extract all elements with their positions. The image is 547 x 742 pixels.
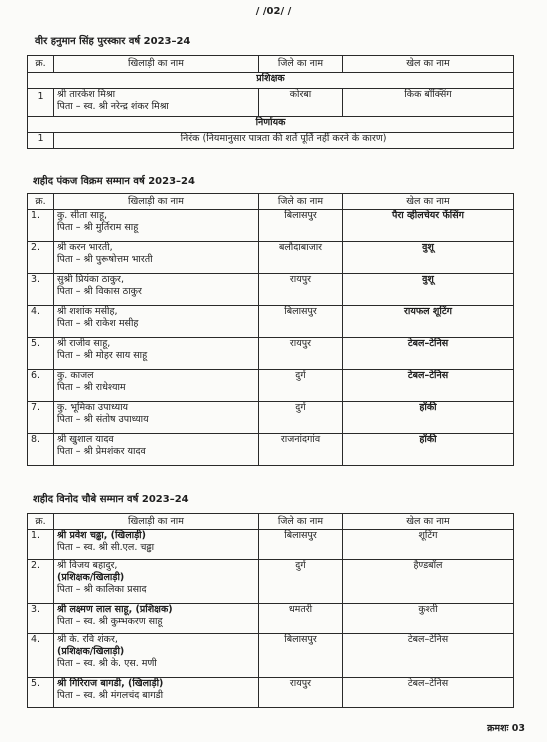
player-father: पिता – श्री विकास ठाकुर [57,286,142,297]
page-number: / /02/ / [255,6,292,17]
header-district: जिले का नाम [259,194,343,210]
sport-cell: पैरा व्हीलचेयर फेंसिंग [343,210,514,242]
player-cell [54,434,259,466]
player-cell [54,242,259,274]
sport-cell: वुशू [343,242,514,274]
district-cell: रायपुर [259,338,343,370]
sport-cell: हॉकी [343,402,514,434]
player-name: कु. काजल [57,370,94,381]
subheading-coach: प्रशिक्षक [28,73,514,89]
table-row [28,89,514,117]
row-serial: 8. [28,434,54,466]
player-cell [54,89,259,117]
player-name: श्री विजय बहादुर, [57,560,118,571]
player-father: पिता – श्री संतोष उपाध्याय [57,414,149,425]
player-father: पिता – श्री प्रेमशंकर यादव [57,446,146,457]
player-father: पिता – स्व. श्री के. एस. मणी [57,658,157,669]
row-serial: 7. [28,402,54,434]
row-serial: 2. [28,242,54,274]
section-title-vinod-choubey-award: शहीद विनोद चौबे सम्मान वर्ष 2023–24 [33,494,189,505]
player-cell [54,402,259,434]
player-cell [54,370,259,402]
table-row [28,274,514,306]
table-row [28,434,514,466]
player-father: पिता – स्व. श्री नरेन्द्र शंकर मिश्रा [57,101,169,112]
district-cell: रायपुर [259,274,343,306]
sport-cell: टेबल–टेनिस [343,370,514,402]
player-father: पिता – श्री पुरूषोत्तम भारती [57,254,153,265]
row-serial: 3. [28,274,54,306]
player-cell [54,604,259,634]
table-header-row [28,514,514,530]
sport-cell: वुशू [343,274,514,306]
player-name: श्री प्रवेश चढ्ढा, (खिलाड़ी) [57,530,146,541]
player-name: श्री लक्ष्मण लाल साहू, (प्रशिक्षक) [57,604,173,615]
table-header-row [28,56,514,73]
section-title-hanuman-singh-award: वीर हनुमान सिंह पुरस्कार वर्ष 2023–24 [35,36,191,47]
sport-cell: हॉकी [343,434,514,466]
vinod-choubey-award-table [27,513,514,708]
table-row [28,604,514,634]
table-row [28,133,514,149]
header-sport: खेल का नाम [343,194,514,210]
district-cell: बिलासपुर [259,634,343,678]
player-name: कु. सीता साहू, [57,210,108,221]
header-serial: क्र. [28,56,54,73]
district-cell: दुर्ग [259,370,343,402]
district-cell: दुर्ग [259,402,343,434]
player-cell [54,634,259,678]
player-name: श्री के. रवि शंकर, [57,634,118,645]
header-player-name: खिलाड़ी का नाम [54,194,259,210]
pankaj-vikram-award-table [27,193,514,466]
player-name: श्री खुशाल यादव [57,434,114,445]
sport-cell: रायफल शूटिंग [343,306,514,338]
subheading-row [28,73,514,89]
header-serial: क्र. [28,194,54,210]
table-row [28,560,514,604]
nil-note: निरंक (नियमानुसार पात्रता की शर्ते पूर्ति नहीं करने के कारण) [54,133,514,149]
row-serial: 1. [28,530,54,560]
row-serial: 1. [28,210,54,242]
district-cell: बलौदाबाजार [259,242,343,274]
header-serial: क्र. [28,514,54,530]
player-cell [54,530,259,560]
player-father: पिता – श्री राकेश मसीह [57,318,139,329]
row-serial: 4. [28,634,54,678]
player-father: पिता – श्री राधेश्याम [57,382,126,393]
player-name: श्री राजीव साहू, [57,338,111,349]
sport-cell: टेबल–टेनिस [343,678,514,708]
player-name: श्री तारकेश मिश्रा [57,89,116,100]
continued-note: क्रमशः 03 [487,723,525,734]
player-name: श्री गिरिराज बागडी, (खिलाड़ी) [57,678,164,689]
player-cell [54,306,259,338]
sport-cell: किक बॉक्सिंग [343,89,514,117]
table-row [28,210,514,242]
player-cell [54,210,259,242]
row-serial: 6. [28,370,54,402]
player-father: पिता – श्री मुर्तिराम साहू [57,222,139,233]
player-father: पिता – श्री कालिका प्रसाद [57,584,147,595]
district-cell: रायपुर [259,678,343,708]
sport-cell: कुश्ती [343,604,514,634]
player-cell [54,678,259,708]
table-row [28,634,514,678]
district-cell: राजनांदगांव [259,434,343,466]
player-name: सुश्री प्रियंका ठाकुर, [57,274,124,285]
player-father: पिता – स्व. श्री कुम्भकरण साहू [57,616,163,627]
player-father: पिता – स्व. श्री सी.एल. चढ्ढा [57,542,155,553]
row-serial: 5. [28,678,54,708]
district-cell: कोरबा [259,89,343,117]
sport-cell: हैण्डबॉल [343,560,514,604]
player-cell [54,560,259,604]
sport-cell: टेबल–टेनिस [343,634,514,678]
sport-cell: शूटिंग [343,530,514,560]
player-cell [54,338,259,370]
table-row [28,370,514,402]
header-player-name: खिलाड़ी का नाम [54,514,259,530]
table-row [28,530,514,560]
player-name: श्री शशांक मसीह, [57,306,118,317]
district-cell: बिलासपुर [259,306,343,338]
player-name: श्री करन भारती, [57,242,113,253]
district-cell: दुर्ग [259,560,343,604]
header-district: जिले का नाम [259,56,343,73]
row-serial: 3. [28,604,54,634]
player-cell [54,274,259,306]
subheading-judge: निर्णायक [28,117,514,133]
row-serial: 1 [28,133,54,149]
player-father: पिता – श्री मोहर साय साहू [57,350,148,361]
table-row [28,338,514,370]
header-sport: खेल का नाम [343,514,514,530]
row-serial: 5. [28,338,54,370]
table-row [28,242,514,274]
row-serial: 2. [28,560,54,604]
sport-cell: टेबल–टेनिस [343,338,514,370]
table-row [28,402,514,434]
section-title-pankaj-vikram-award: शहीद पंकज विक्रम सम्मान वर्ष 2023–24 [33,176,195,187]
header-sport: खेल का नाम [343,56,514,73]
subheading-row [28,117,514,133]
header-player-name: खिलाड़ी का नाम [54,56,259,73]
player-role: (प्रशिक्षक/खिलाड़ी) [57,572,125,583]
player-name: कु. भूमिका उपाध्याय [57,402,129,413]
player-role: (प्रशिक्षक/खिलाड़ी) [57,646,125,657]
row-serial: 1 [28,89,54,117]
table-header-row [28,194,514,210]
hanuman-singh-award-table [27,55,514,149]
table-row [28,306,514,338]
district-cell: धमतरी [259,604,343,634]
district-cell: बिलासपुर [259,530,343,560]
table-row [28,678,514,708]
district-cell: बिलासपुर [259,210,343,242]
row-serial: 4. [28,306,54,338]
player-father: पिता – स्व. श्री मंगलचंद बागडी [57,690,164,701]
header-district: जिले का नाम [259,514,343,530]
